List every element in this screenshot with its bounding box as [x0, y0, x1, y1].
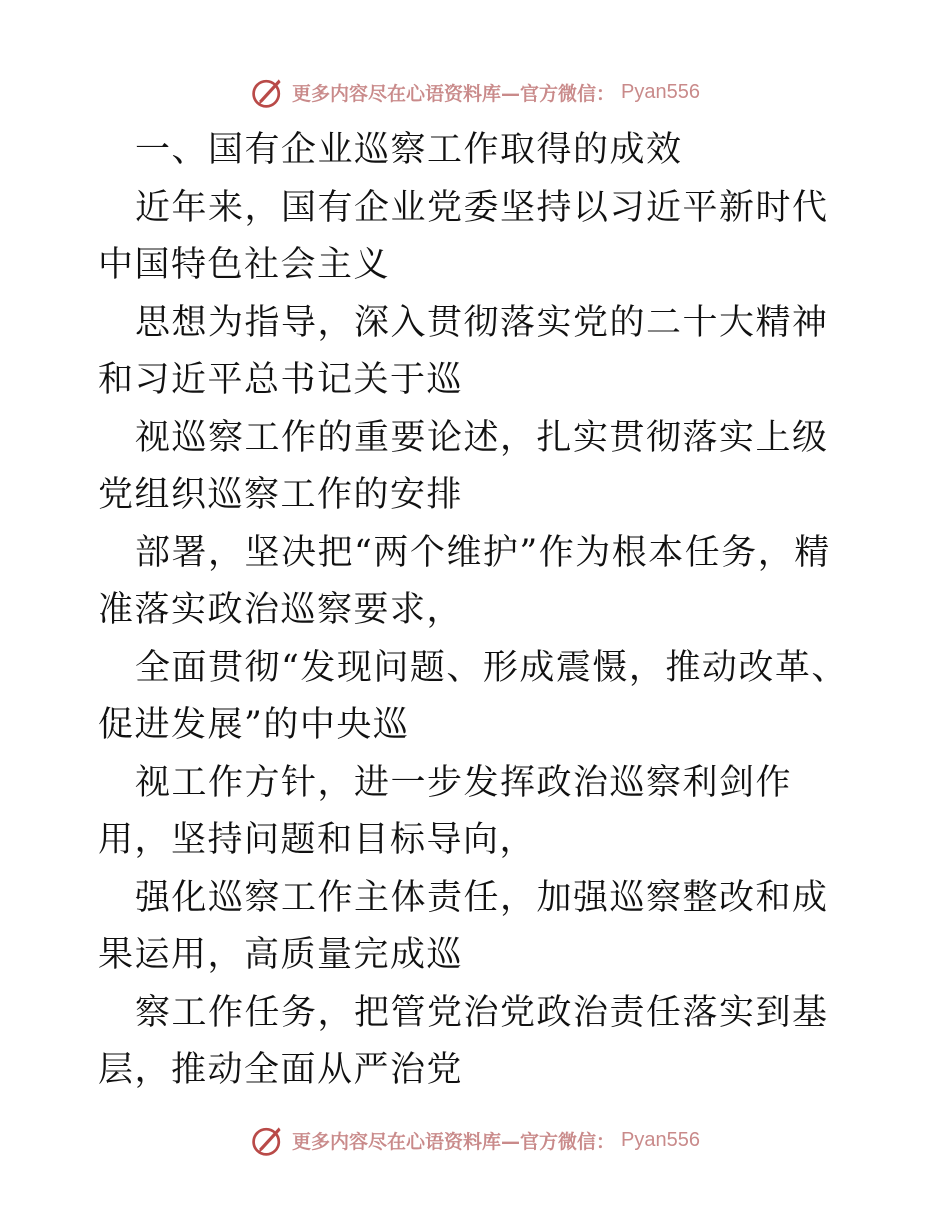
watermark-text: 更多内容尽在心语资料库—官方微信：: [292, 1130, 616, 1153]
paragraph: 部署，坚决把“两个维护”作为根本任务，精准落实政治巡察要求，: [98, 532, 831, 630]
paragraph: 近年来，国有企业党委坚持以习近平新时代中国特色社会主义: [98, 187, 829, 285]
paragraph-heading: 一、国有企业巡察工作取得的成效: [135, 130, 683, 170]
paragraph: 全面贯彻“发现问题、形成震慑，推动改革、促进发展”的中央巡: [98, 647, 848, 745]
paragraph: 察工作任务，把管党治党政治责任落实到基层，推动全面从严治党: [98, 992, 829, 1090]
paragraph: 思想为指导，深入贯彻落实党的二十大精神和习近平总书记关于巡: [98, 302, 829, 400]
watermark-account: Pyan556: [621, 80, 700, 103]
paragraph: 强化巡察工作主体责任，加强巡察整改和成果运用，高质量完成巡: [98, 877, 829, 975]
quill-logo-icon: [250, 1122, 286, 1158]
paragraph: 视工作方针，进一步发挥政治巡察利剑作用，坚持问题和目标导向，: [98, 762, 793, 860]
footer-watermark: [0, 1118, 950, 1162]
watermark-text: 更多内容尽在心语资料库—官方微信：: [292, 82, 616, 105]
quill-logo-icon: [250, 74, 286, 110]
document-body: [98, 122, 858, 1100]
watermark-account: Pyan556: [621, 1128, 700, 1151]
paragraph: 视巡察工作的重要论述，扎实贯彻落实上级党组织巡察工作的安排: [98, 417, 829, 515]
header-watermark: [0, 70, 950, 114]
